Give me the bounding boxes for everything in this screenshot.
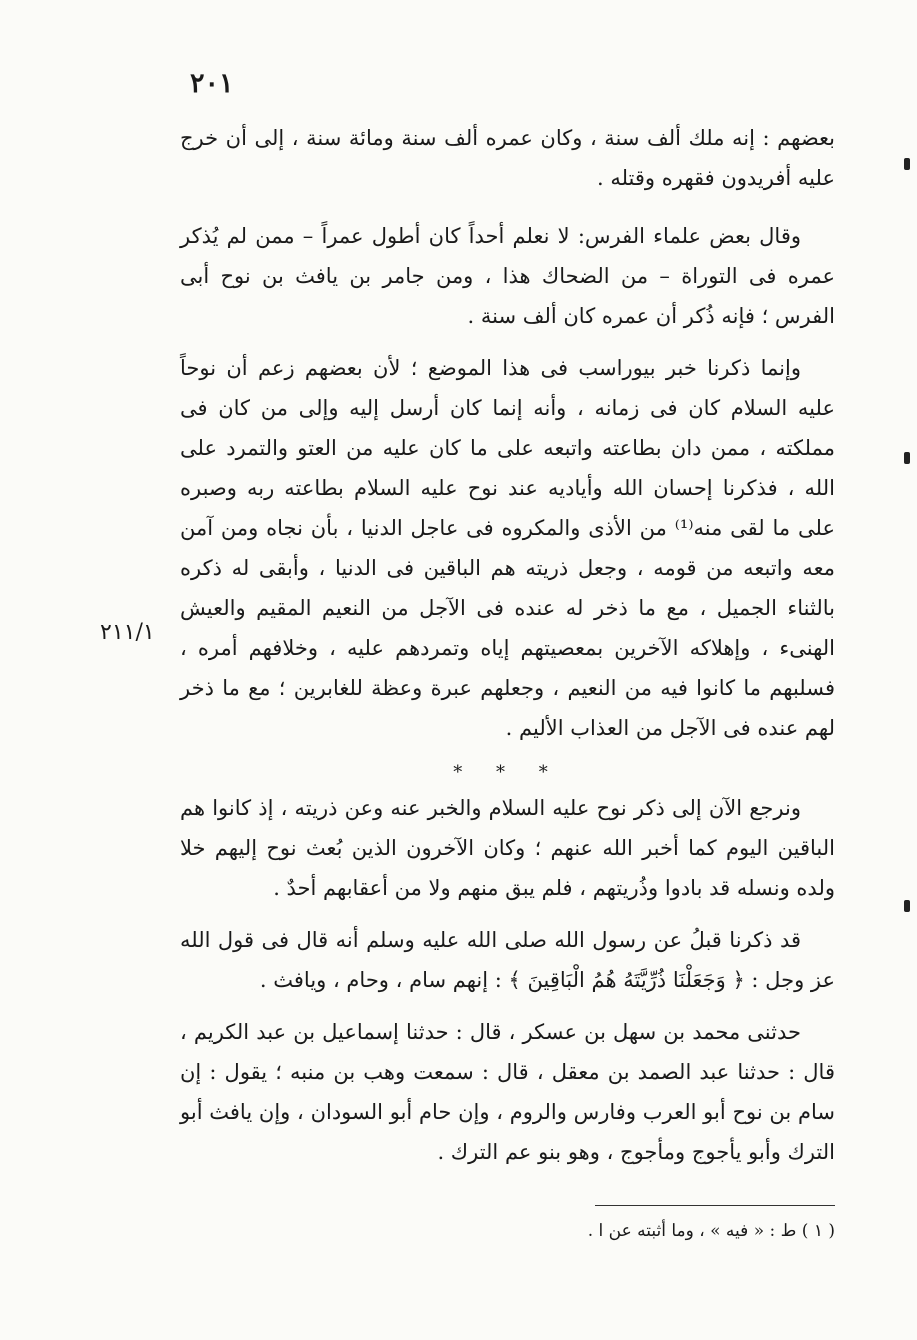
margin-mark [904, 452, 910, 464]
paragraph: وقال بعض علماء الفرس: لا نعلم أحداً كان أطول عمراً – ممن لم يُذكر عمره فى التوراة – من الضحاك هذا ، ومن جامر بن يافث بن نوح أبى الفرس ؛ فإنه ذُكر أن عمره كان ألف سنة . [180, 224, 835, 328]
side-reference: ٢١١/١ [100, 620, 155, 645]
paragraph: وإنما ذكرنا خبر بيوراسب فى هذا الموضع ؛ لأن بعضهم زعم أن نوحاً عليه السلام كان فى زمانه ، وأنه إنما كان أرسل إليه وإلى من كان فى مملكته ، ممن دان بطاعته واتبعه على ما كان عليه من العتو والتمرد على الله ، فذكرنا إحسان الله وأياديه عند نوح عليه السلام بطاعته ربه وصبره على ما لقى منه⁽¹⁾ من الأذى والمكروه فى عاجل الدنيا ، بأن نجاه ومن آمن معه واتبعه من قومه ، وجعل ذريته هم الباقين فى الدنيا ، وأبقى له ذكره بالثناء الجميل ، مع ما ذخر له عنده فى الآجل من النعيم المقيم والعيش الهنىء ، وإهلاكه الآخرين بمعصيتهم إياه وتمردهم عليه ، وخلافهم أمره ، فسلبهم ما كانوا فيه من النعيم ، وجعلهم عبرة وعظة للغابرين ؛ مع ما ذخر لهم عنده فى الآجل من العذاب الأليم . [180, 356, 835, 740]
footnote: ( ١ ) ط : « فيه » ، وما أثبته عن ا . [587, 1221, 835, 1241]
body-text [180, 118, 835, 1184]
paragraph: حدثنى محمد بن سهل بن عسكر ، قال : حدثنا إسماعيل بن عبد الكريم ، قال : حدثنا عبد الصمد بن معقل ، قال : سمعت وهب بن منبه ؛ يقول : إن سام بن نوح أبو العرب وفارس والروم ، وإن حام أبو السودان ، وإن يافث أبو الترك وأبو يأجوج ومأجوج ، وهو بنو عم الترك . [180, 1020, 835, 1164]
paragraph: قد ذكرنا قبلُ عن رسول الله صلى الله عليه وسلم أنه قال فى قول الله عز وجل : ﴿ وَجَعَلْنَا ذُرِّيَّتَهُ هُمُ الْبَاقِينَ ﴾ : إنهم سام ، وحام ، ويافث . [180, 928, 835, 992]
page-number: ٢٠١ [190, 68, 234, 99]
footnote-divider [595, 1205, 835, 1206]
section-separator: * * * [453, 762, 562, 783]
margin-mark [904, 158, 910, 170]
margin-mark [904, 900, 910, 912]
paragraph: ونرجع الآن إلى ذكر نوح عليه السلام والخبر عنه وعن ذريته ، إذ كانوا هم الباقين اليوم كما أخبر الله عنهم ؛ وكان الآخرون الذين بُعث نوح إليهم خلا ولده ونسله قد بادوا وذُريتهم ، فلم يبق منهم ولا من أعقابهم أحدٌ . [180, 796, 835, 900]
paragraph: بعضهم : إنه ملك ألف سنة ، وكان عمره ألف سنة ومائة سنة ، إلى أن خرج عليه أفريدون فقهره وقتله . [180, 126, 835, 190]
